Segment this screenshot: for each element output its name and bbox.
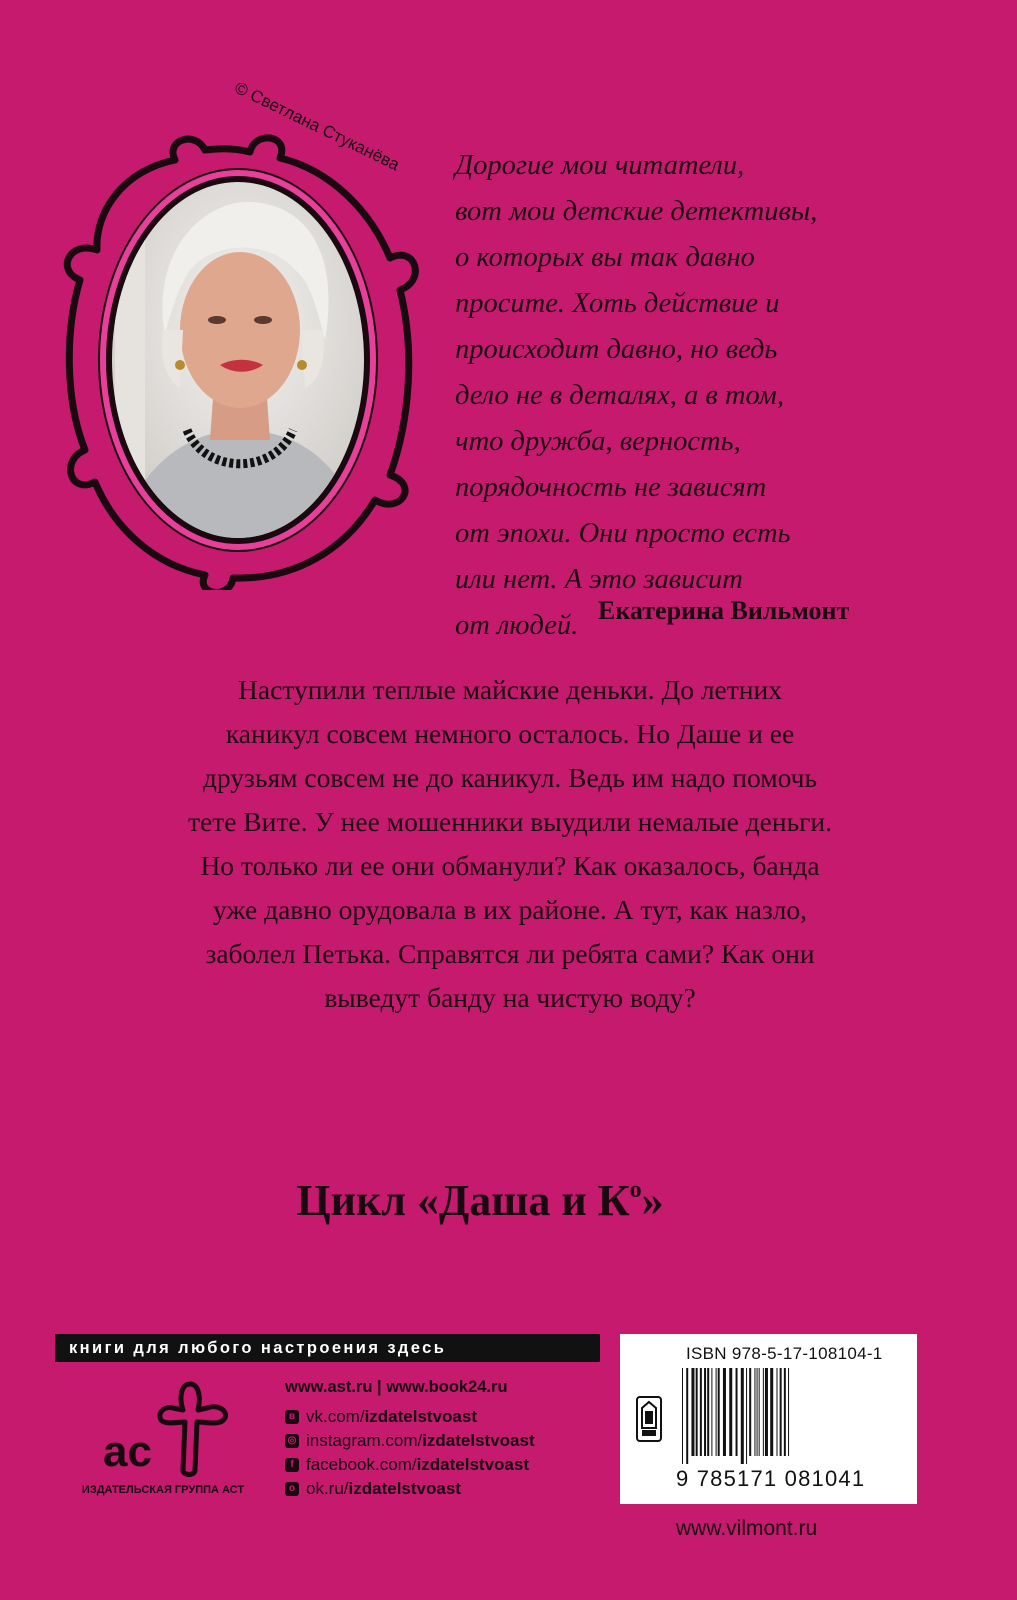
social-handle: izdatelstvoast (348, 1479, 461, 1498)
facebook-icon: f (285, 1458, 299, 1472)
barcode-bar (686, 1368, 688, 1464)
isbn-text: ISBN 978-5-17-108104-1 (686, 1344, 883, 1363)
series-title-superscript: о (629, 1177, 642, 1203)
blurb-line: заболел Петька. Справятся ли ребята сами? Как они (205, 938, 815, 969)
quote-line: Дорогие мои читатели, (455, 150, 745, 181)
vk-icon: в (285, 1410, 299, 1424)
barcode-bar (723, 1368, 726, 1456)
blurb-line: Наступили теплые майские деньки. До летних (238, 674, 782, 705)
odnoklassniki-icon: о (285, 1482, 299, 1496)
blurb-line: выведут банду на чистую воду? (324, 982, 696, 1013)
barcode-bar (729, 1368, 732, 1456)
quote-author: Екатерина Вильмонт (598, 596, 850, 625)
social-link-odnoklassniki[interactable] (285, 1477, 535, 1501)
quote-line: порядочность не зависят (455, 472, 767, 503)
barcode-bar (784, 1368, 786, 1456)
barcode-bars (680, 1368, 905, 1464)
websites-link[interactable]: www.ast.ru | www.book24.ru (285, 1378, 508, 1396)
quote-line: от эпохи. Они просто есть (455, 518, 791, 549)
author-quote (455, 143, 955, 649)
series-title (0, 1175, 960, 1226)
barcode-bar (716, 1368, 717, 1456)
publisher-links (285, 1378, 535, 1501)
barcode-bar (711, 1368, 712, 1456)
lantern-icon (636, 1396, 662, 1442)
barcode-bar (707, 1368, 709, 1456)
social-prefix: vk.com/ (306, 1407, 365, 1426)
blurb-line: тете Вите. У нее мошенники выудили немалые деньги. (187, 806, 833, 837)
barcode-bar (746, 1368, 747, 1464)
photo-credit: © Светлана Стуканёва (231, 78, 403, 175)
quote-line: вот мои детские детективы, (455, 196, 818, 227)
barcode-bar (700, 1368, 702, 1456)
social-prefix: instagram.com/ (306, 1431, 423, 1450)
quote-line: или нет. А это зависит (455, 564, 743, 595)
barcode-box (620, 1334, 917, 1504)
barcode-bar (777, 1368, 778, 1456)
barcode-bar (749, 1368, 751, 1456)
author-website[interactable]: www.vilmont.ru (676, 1517, 818, 1540)
tagline-banner: книги для любого настроения здесь (55, 1334, 600, 1362)
barcode-bar (704, 1368, 706, 1456)
barcode-bar (691, 1368, 694, 1456)
logo-text: ас (103, 1427, 152, 1476)
barcode-bar (754, 1368, 755, 1456)
barcode-bar (696, 1368, 698, 1456)
publisher-name: ИЗДАТЕЛЬСКАЯ ГРУППА АСТ (81, 1484, 245, 1496)
social-handle: izdatelstvoast (416, 1455, 529, 1474)
social-link-instagram[interactable] (285, 1429, 535, 1453)
blurb-line: каникул совсем немного осталось. Но Даше и ее (225, 718, 795, 749)
social-prefix: facebook.com/ (306, 1455, 417, 1474)
barcode-bar (770, 1368, 773, 1456)
barcode-bar (788, 1368, 789, 1456)
barcode-bar (765, 1368, 768, 1456)
social-handle: izdatelstvoast (364, 1407, 477, 1426)
social-handle: izdatelstvoast (422, 1431, 535, 1450)
blurb-line: Но только ли ее они обманули? Как оказалось, банда (200, 850, 820, 881)
series-title-text: Цикл «Даша и К (296, 1176, 630, 1225)
quote-line: дело не в деталях, а в том, (455, 380, 784, 411)
instagram-icon: ◎ (285, 1434, 299, 1448)
barcode-bar (741, 1368, 744, 1464)
quote-line: что дружба, верность, (455, 426, 741, 457)
social-prefix: ok.ru/ (306, 1479, 349, 1498)
barcode-bar (759, 1368, 760, 1456)
quote-line: просите. Хоть действие и (455, 288, 780, 319)
barcode-bar (682, 1368, 683, 1464)
social-link-facebook[interactable] (285, 1453, 535, 1477)
series-title-closing: » (641, 1176, 664, 1225)
barcode-bar (736, 1368, 738, 1456)
barcode-bar (757, 1368, 758, 1456)
book-blurb (70, 668, 950, 1020)
ean-digits: 9 785171 081041 (676, 1466, 866, 1491)
quote-line: от людей. (455, 610, 579, 641)
ast-logo (95, 1378, 235, 1478)
barcode-bar (780, 1368, 782, 1456)
blurb-line: друзьям совсем не до каникул. Ведь им надо помочь (202, 762, 818, 793)
author-portrait-frame (55, 130, 425, 590)
social-link-vk[interactable] (285, 1405, 535, 1429)
quote-line: происходит давно, но ведь (455, 334, 778, 365)
barcode-bar (718, 1368, 720, 1456)
quote-line: о которых вы так давно (455, 242, 755, 273)
blurb-line: уже давно орудовала в их районе. А тут, как назло, (212, 894, 808, 925)
barcode-bar (763, 1368, 764, 1456)
